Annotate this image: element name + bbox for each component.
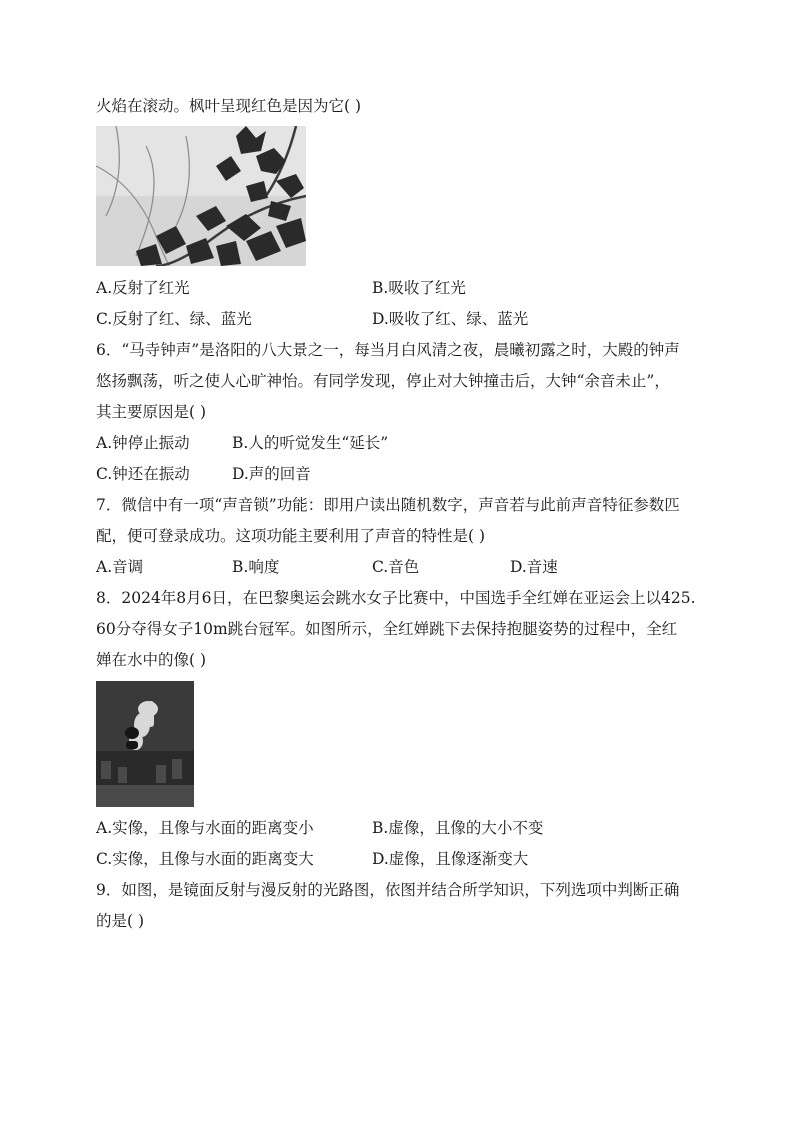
q9-stem-line-2: 的是( ) [96, 912, 145, 930]
q7-option-a[interactable]: A.音调 [96, 558, 144, 576]
q6-option-b[interactable]: B.人的听觉发生“延长” [232, 434, 389, 452]
q6-stem-line-2: 悠扬飘荡，听之使人心旷神怡。有同学发现，停止对大钟撞击后，大钟“余音未止”， [96, 372, 670, 390]
q6-stem-line-3: 其主要原因是( ) [96, 403, 207, 421]
q8-option-a[interactable]: A.实像，且像与水面的距离变小 [96, 819, 314, 837]
q9-stem-line-1: 9．如图，是镜面反射与漫反射的光路图，依图并结合所学知识，下列选项中判断正确 [96, 881, 680, 899]
q5-option-c[interactable]: C.反射了红、绿、蓝光 [96, 310, 252, 328]
q5-option-a[interactable]: A.反射了红光 [96, 279, 190, 297]
q8-stem-line-3: 婵在水中的像( ) [96, 651, 207, 669]
q5-option-d[interactable]: D.吸收了红、绿、蓝光 [372, 310, 529, 328]
q7-option-d[interactable]: D.音速 [510, 558, 558, 576]
q8-option-b[interactable]: B.虚像，且像的大小不变 [372, 819, 544, 837]
q6-stem-line-1: 6．“马寺钟声”是洛阳的八大景之一，每当月白风清之夜，晨曦初露之时，大殿的钟声 [96, 341, 680, 359]
q7-option-b[interactable]: B.响度 [232, 558, 280, 576]
q5-option-b[interactable]: B.吸收了红光 [372, 279, 466, 297]
q7-stem-line-1: 7．微信中有一项“声音锁”功能：即用户读出随机数字，声音若与此前声音特征参数匹 [96, 496, 680, 514]
q6-option-c[interactable]: C.钟还在振动 [96, 465, 190, 483]
q8-stem-line-1: 8．2024年8月6日，在巴黎奥运会跳水女子比赛中，中国选手全红婵在亚运会上以425. [96, 589, 696, 607]
q6-option-d[interactable]: D.声的回音 [232, 465, 311, 483]
q7-stem-line-2: 配，便可登录成功。这项功能主要利用了声音的特性是( ) [96, 527, 486, 545]
q8-stem-line-2: 60分夺得女子10m跳台冠军。如图所示，全红婵跳下去保持抱腿姿势的过程中，全红 [96, 620, 678, 638]
diver-photo [96, 681, 194, 807]
q7-option-c[interactable]: C.音色 [372, 558, 420, 576]
q8-option-d[interactable]: D.虚像，且像逐渐变大 [372, 850, 529, 868]
q8-option-c[interactable]: C.实像，且像与水面的距离变大 [96, 850, 314, 868]
q6-option-a[interactable]: A.钟停止振动 [96, 434, 190, 452]
q5-stem: 火焰在滚动。枫叶呈现红色是因为它( ) [96, 97, 362, 115]
maple-leaves-photo [96, 126, 306, 266]
